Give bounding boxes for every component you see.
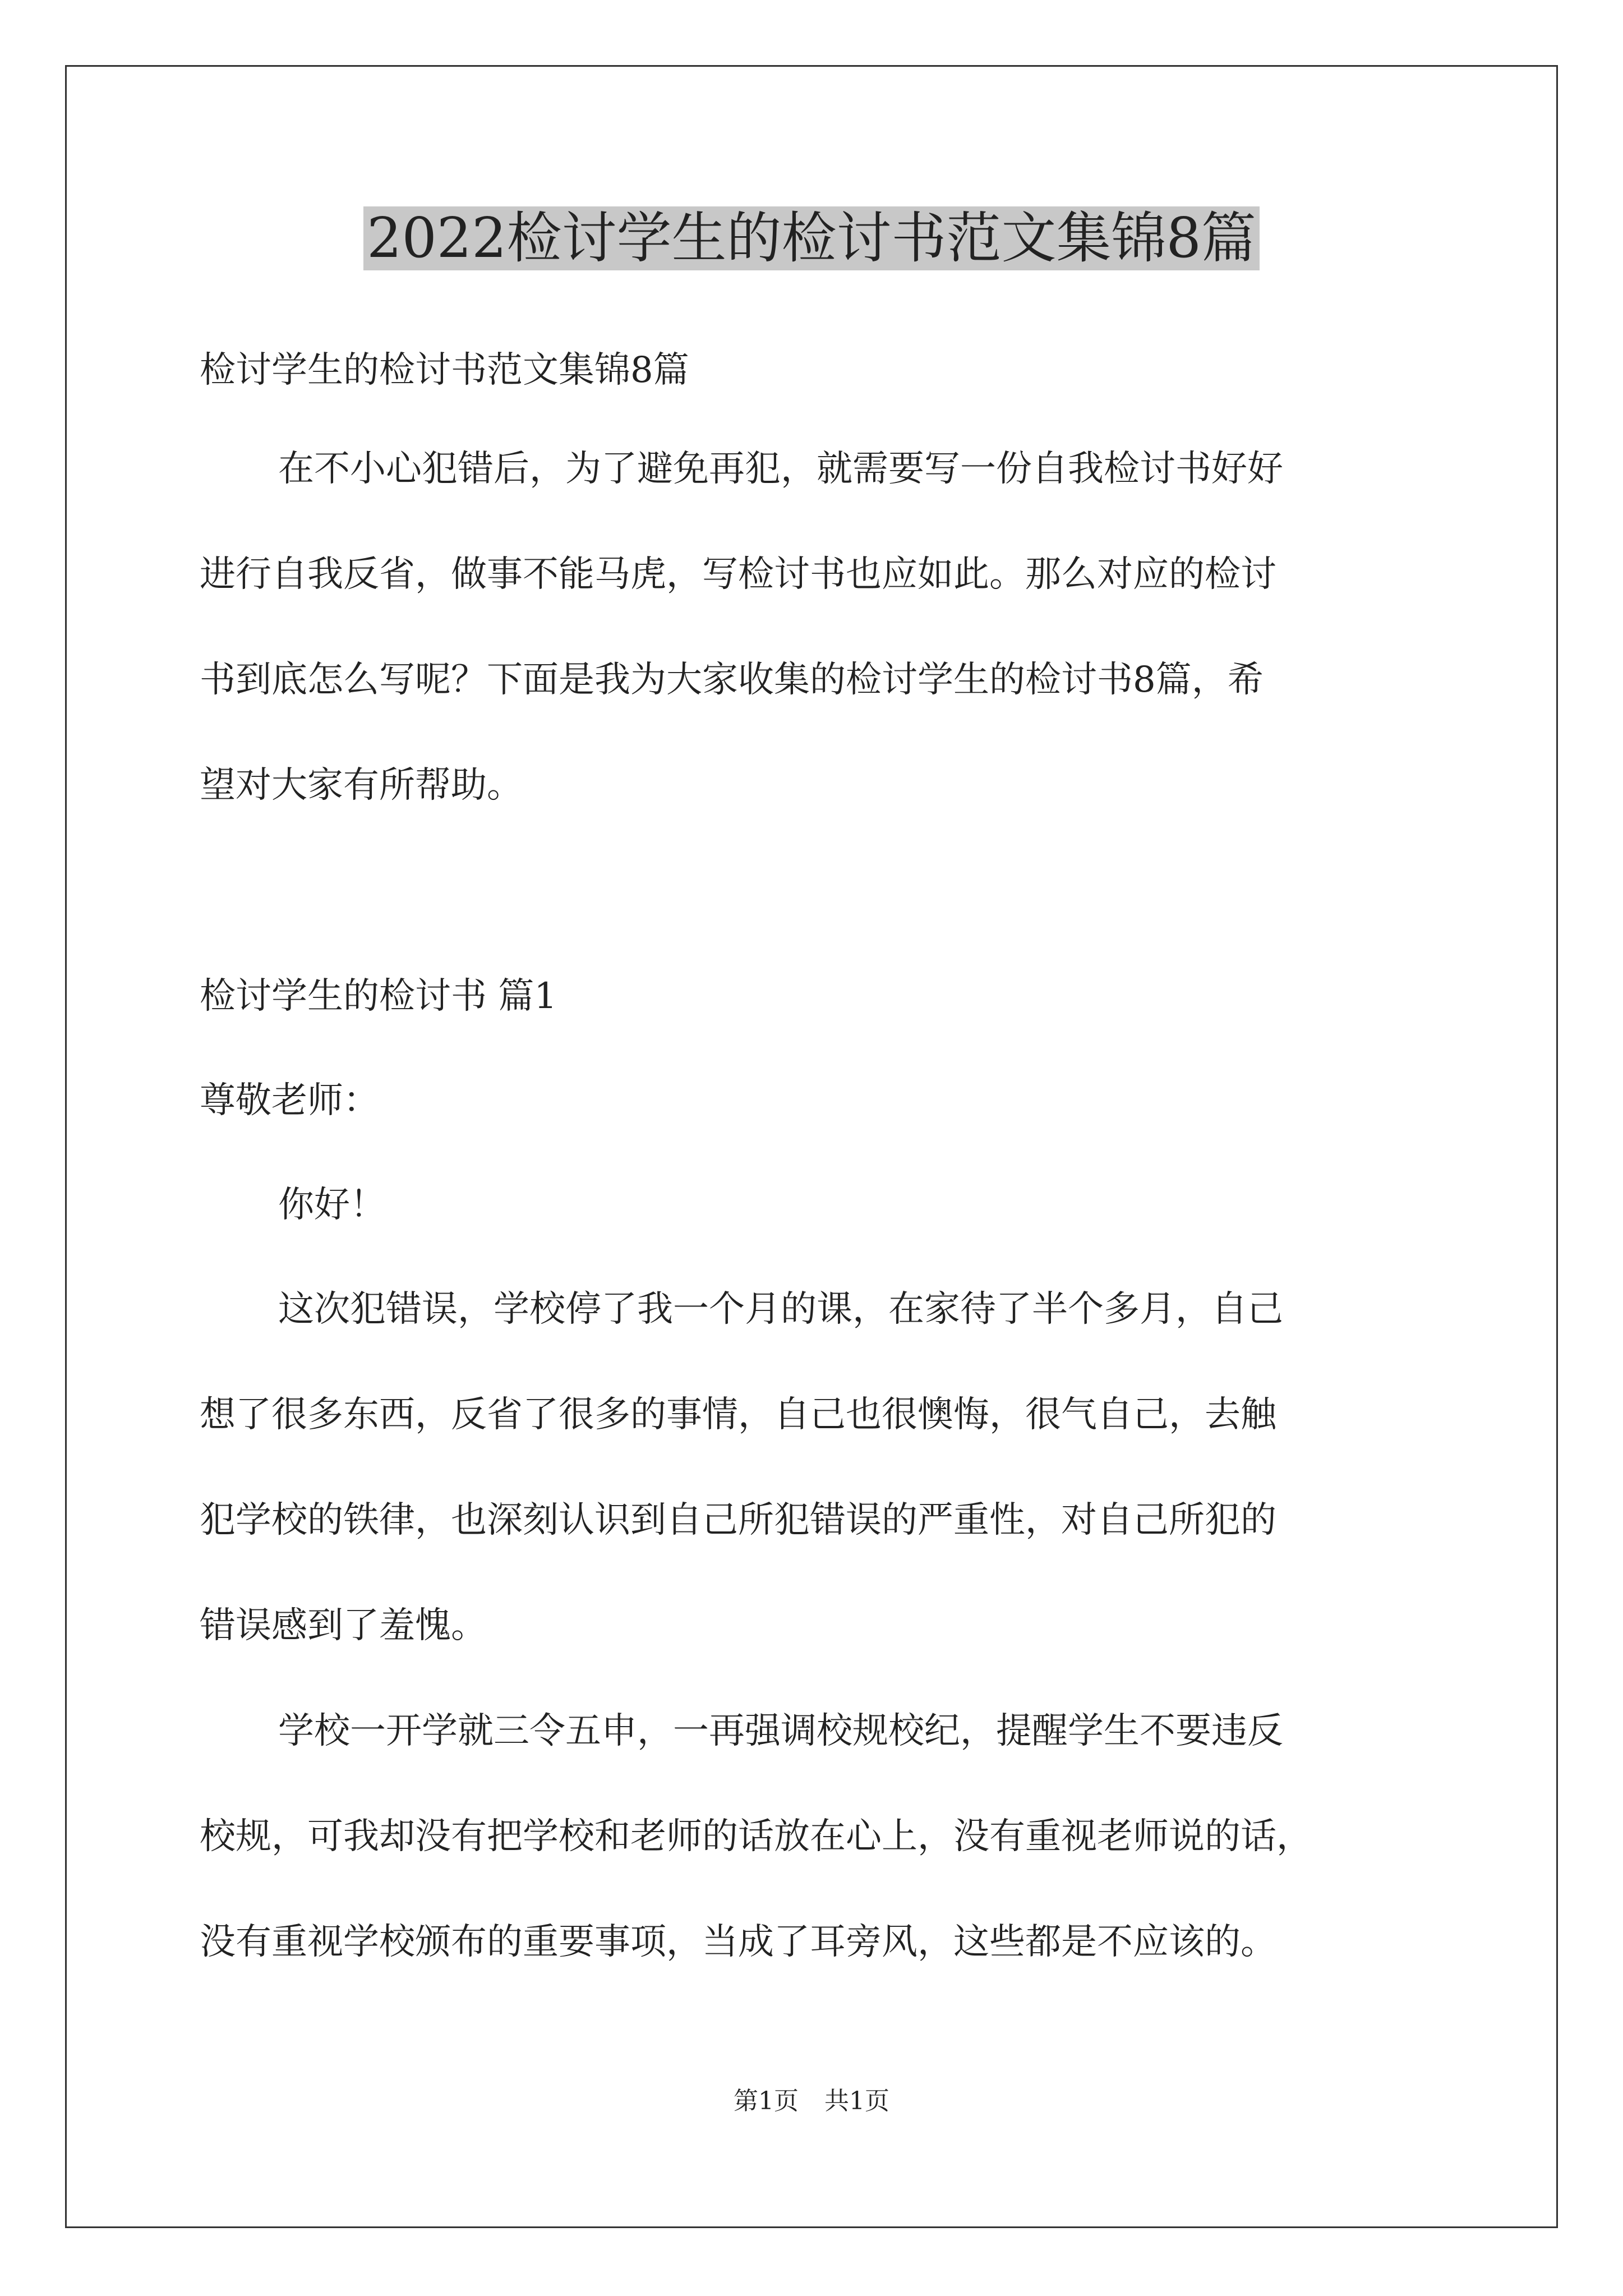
intro-line: 书到底怎么写呢？下面是我为大家收集的检讨学生的检讨书8篇，希 [200, 659, 1264, 701]
paragraph-line: 错误感到了羞愧。 [200, 1605, 487, 1646]
paragraph-line: 想了很多东西，反省了很多的事情，自己也很懊悔，很气自己，去触 [200, 1394, 1276, 1435]
document-title-text: 2022检讨学生的检讨书范文集锦8篇 [363, 206, 1260, 270]
greeting: 你好！ [278, 1184, 386, 1226]
document-title [0, 202, 1623, 275]
page-footer [0, 2085, 1623, 2118]
paragraph-line: 校规，可我却没有把学校和老师的话放在心上，没有重视老师说的话， [200, 1816, 1312, 1857]
document-subtitle: 检讨学生的检讨书范文集锦8篇 [200, 349, 689, 391]
paragraph-line: 犯学校的铁律，也深刻认识到自己所犯错误的严重性，对自己所犯的 [200, 1499, 1276, 1541]
paragraph-line: 学校一开学就三令五申，一再强调校规校纪，提醒学生不要违反 [278, 1710, 1283, 1752]
intro-line: 望对大家有所帮助。 [200, 765, 523, 806]
paragraph-line: 这次犯错误，学校停了我一个月的课，在家待了半个多月，自己 [278, 1289, 1283, 1330]
section-heading: 检讨学生的检讨书 篇1 [200, 976, 557, 1017]
page-total: 共1页 [824, 2087, 889, 2115]
document-body [200, 342, 1456, 1970]
intro-line: 在不小心犯错后，为了避免再犯，就需要写一份自我检讨书好好 [278, 448, 1283, 490]
intro-line: 进行自我反省，做事不能马虎，写检讨书也应如此。那么对应的检讨 [200, 554, 1276, 595]
salutation: 尊敬老师： [200, 1080, 379, 1121]
page-number: 第1页 [734, 2087, 799, 2115]
paragraph-line: 没有重视学校颁布的重要事项，当成了耳旁风，这些都是不应该的。 [200, 1921, 1276, 1963]
